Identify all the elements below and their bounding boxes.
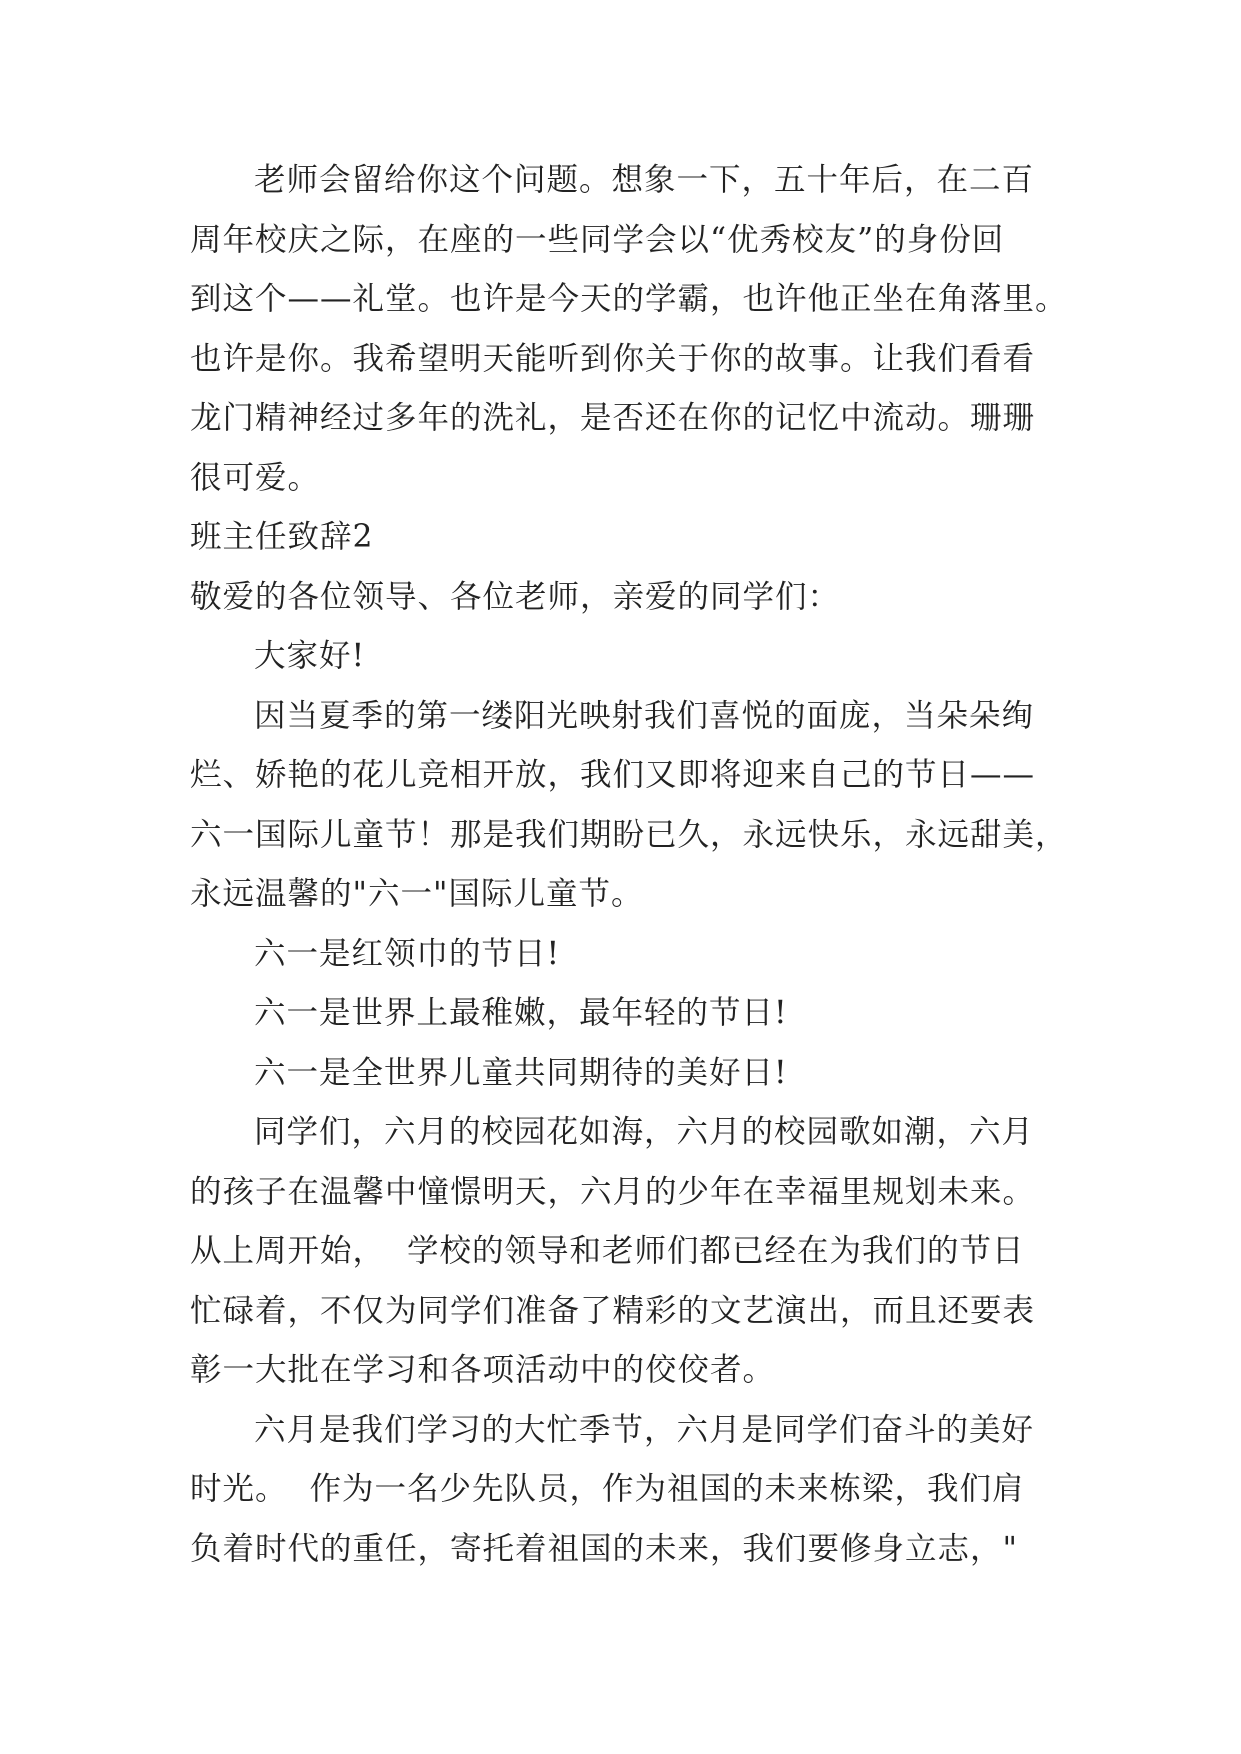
- greeting: 大家好!: [254, 638, 366, 674]
- text-line: 永远温馨的"六一"国际儿童节。: [190, 876, 644, 912]
- text-line: 负着时代的重任，寄托着祖国的未来，我们要修身立志，": [190, 1530, 1018, 1567]
- text-line: 六一是全世界儿童共同期待的美好日!: [254, 1054, 788, 1091]
- salutation: 敬爱的各位领导、各位老师，亲爱的同学们：: [190, 578, 841, 615]
- document-body: [190, 160, 1070, 1588]
- text-line: 六月是我们学习的大忙季节，六月是同学们奋斗的美好: [254, 1411, 1035, 1448]
- text-line: 同学们，六月的校园花如海，六月的校园歌如潮，六月: [254, 1114, 1035, 1150]
- text-line: 因当夏季的第一缕阳光映射我们喜悦的面庞，当朵朵绚: [254, 697, 1035, 734]
- text-line: 很可爱。: [190, 459, 321, 496]
- text-line: 到这个——礼堂。也许是今天的学霸，也许他正坐在角落里。: [190, 281, 1068, 317]
- text-line: 时光。 作为一名少先队员，作为祖国的未来栋梁，我们肩: [190, 1471, 1025, 1507]
- text-line: 彰一大批在学习和各项活动中的佼佼者。: [190, 1352, 776, 1388]
- text-line: 也许是你。我希望明天能听到你关于你的故事。让我们看看: [190, 340, 1036, 377]
- text-line: 六一国际儿童节！那是我们期盼已久，永远快乐，永远甜美，: [190, 816, 1068, 853]
- text-line: 烂、娇艳的花儿竞相开放，我们又即将迎来自己的节日——: [190, 757, 1036, 793]
- section-heading: 班主任致辞2: [190, 519, 374, 555]
- text-line: 六一是红领巾的节日!: [254, 935, 561, 972]
- text-line: 六一是世界上最稚嫩，最年轻的节日!: [254, 995, 788, 1031]
- text-line: 的孩子在温馨中憧憬明天，六月的少年在幸福里规划未来。: [190, 1173, 1036, 1210]
- text-line: 忙碌着，不仅为同学们准备了精彩的文艺演出，而且还要表: [190, 1292, 1036, 1329]
- text-line: 从上周开始， 学校的领导和老师们都已经在为我们的节日: [190, 1233, 1025, 1269]
- text-line: 老师会留给你这个问题。想象一下，五十年后，在二百: [254, 162, 1035, 198]
- text-line: 龙门精神经过多年的洗礼，是否还在你的记忆中流动。珊珊: [190, 400, 1036, 436]
- text-line: 周年校庆之际，在座的一些同学会以“优秀校友”的身份回: [190, 221, 1005, 258]
